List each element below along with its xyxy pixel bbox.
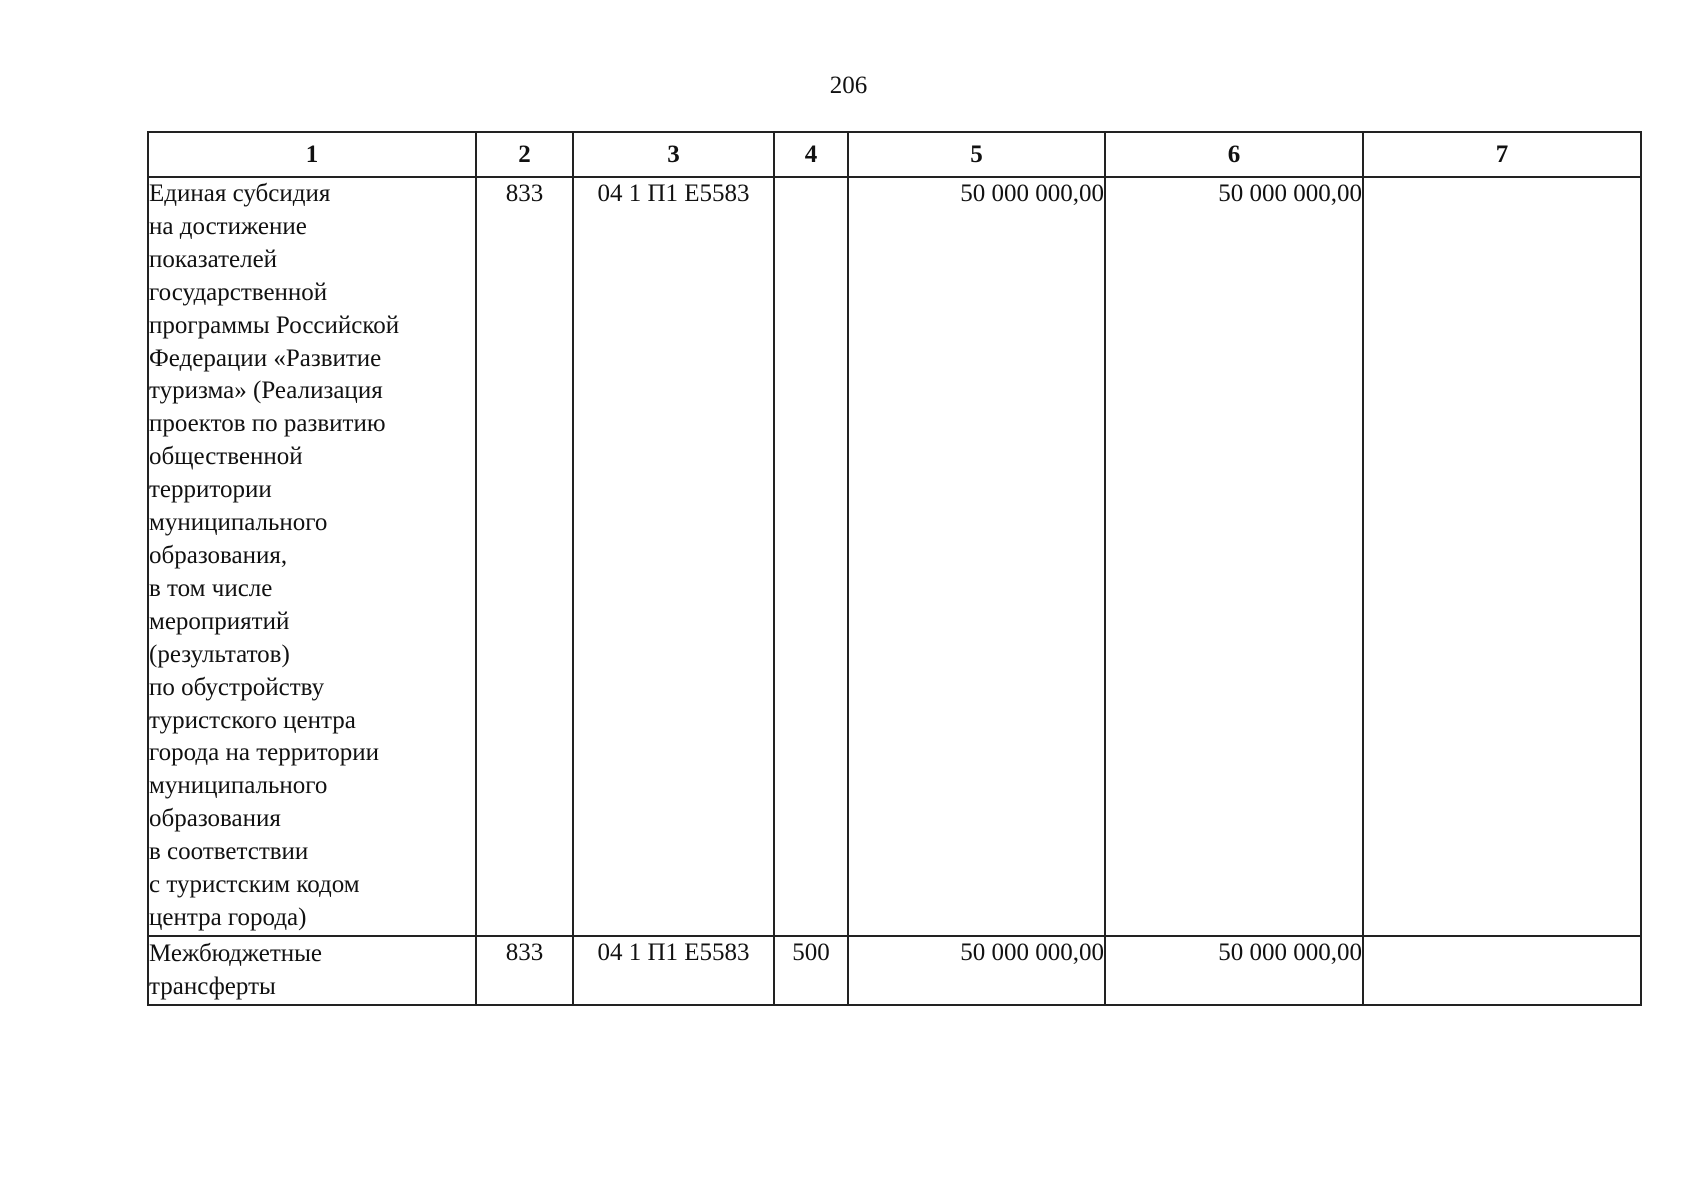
column-header-5: 5 — [848, 132, 1105, 177]
amount-cell-col7 — [1363, 177, 1641, 936]
amount-cell-col5: 50 000 000,00 — [848, 936, 1105, 1005]
page-number: 206 — [829, 72, 868, 99]
expense-type-cell — [774, 177, 848, 936]
column-header-3: 3 — [573, 132, 774, 177]
amount-cell-col7 — [1363, 936, 1641, 1005]
column-header-1: 1 — [148, 132, 476, 177]
table-header-row — [148, 132, 1641, 177]
row-name-cell: Единая субсидия на достижение показателей государственной программы Российской Федерации «Развитие туризма» (Реализация проектов по развитию общественной территории муниципального образования, в том числе мероприятий (результатов) по обустройству туристского центра города на территории муниципального образования в соответствии с туристским кодом центра города) — [148, 177, 476, 936]
row-name-cell: Межбюджетные трансферты — [148, 936, 476, 1005]
column-header-7: 7 — [1363, 132, 1641, 177]
expense-type-cell: 500 — [774, 936, 848, 1005]
amount-cell-col5: 50 000 000,00 — [848, 177, 1105, 936]
admin-code-cell: 833 — [476, 177, 573, 936]
column-header-4: 4 — [774, 132, 848, 177]
target-article-cell: 04 1 П1 Е5583 — [573, 177, 774, 936]
amount-cell-col6: 50 000 000,00 — [1105, 936, 1363, 1005]
admin-code-cell: 833 — [476, 936, 573, 1005]
budget-table — [147, 131, 1642, 1006]
column-header-2: 2 — [476, 132, 573, 177]
amount-cell-col6: 50 000 000,00 — [1105, 177, 1363, 936]
table-row — [148, 936, 1641, 1005]
table-row — [148, 177, 1641, 936]
target-article-cell: 04 1 П1 Е5583 — [573, 936, 774, 1005]
column-header-6: 6 — [1105, 132, 1363, 177]
